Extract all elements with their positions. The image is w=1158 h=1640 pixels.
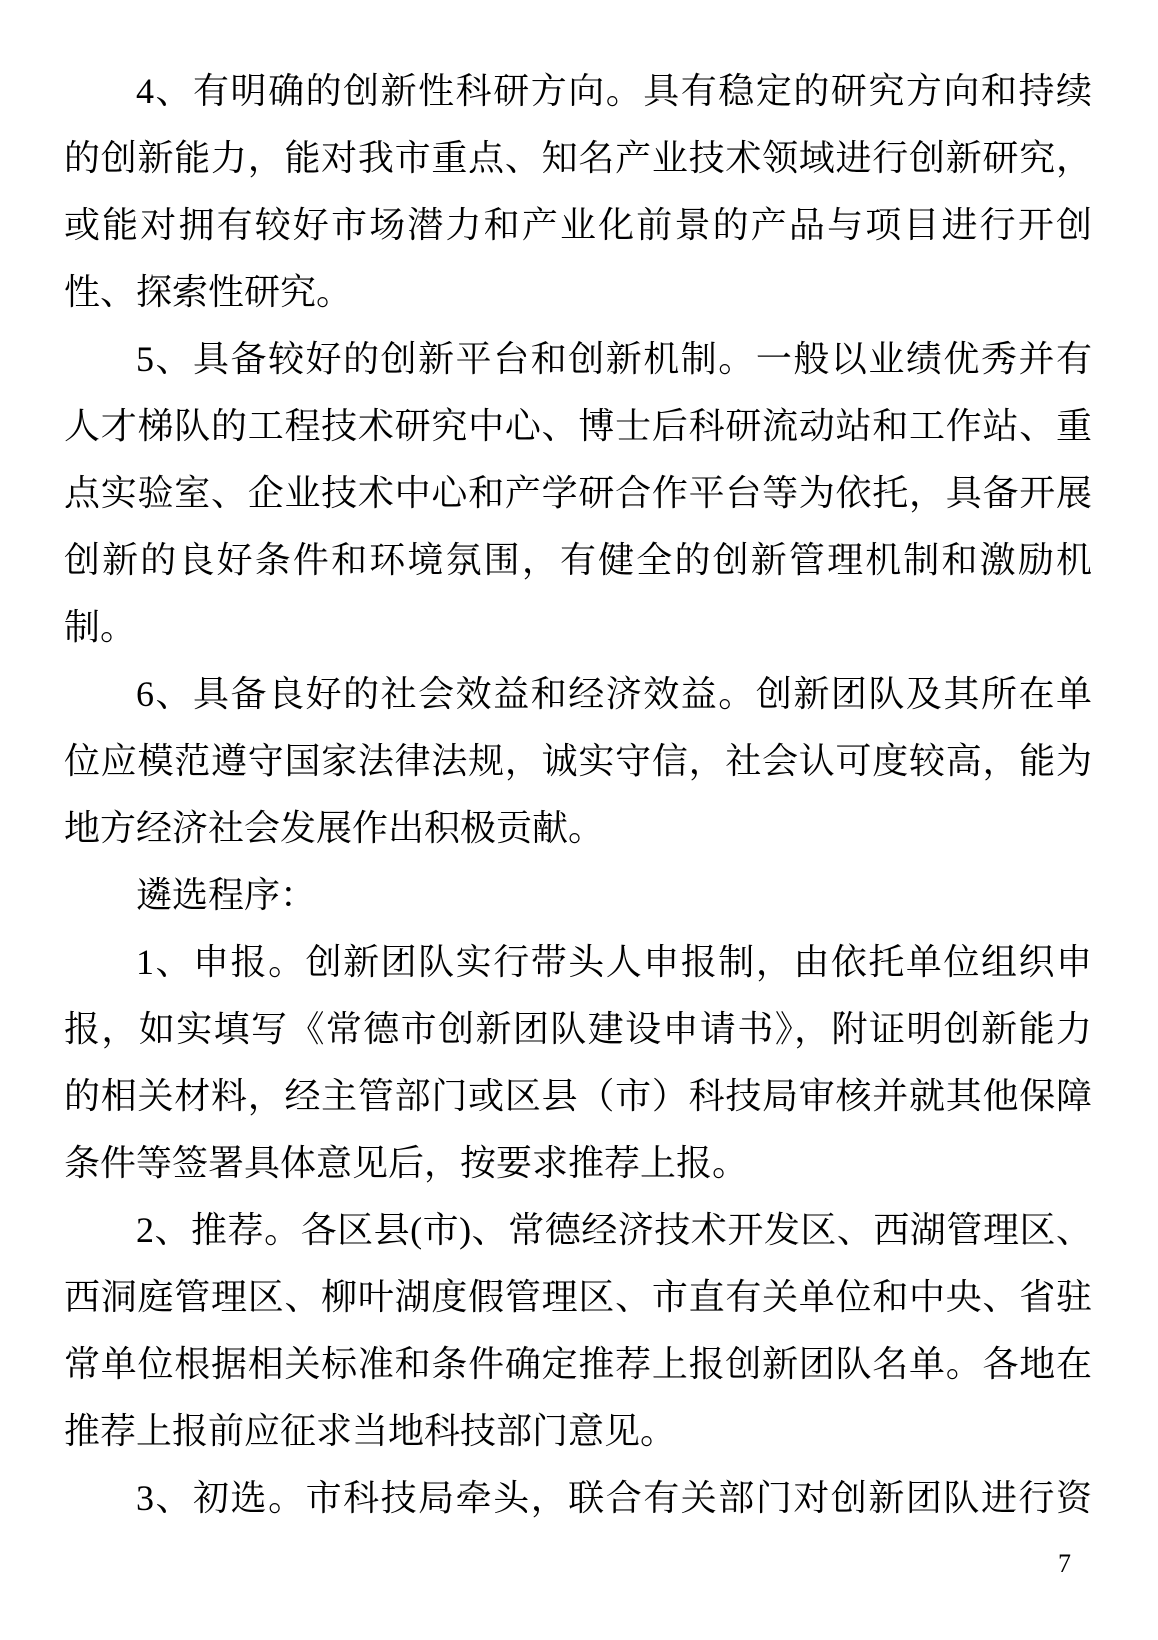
text-line: 5、具备较好的创新平台和创新机制。一般以业绩优秀并有 — [136, 339, 1092, 379]
text-line: 常单位根据相关标准和条件确定推荐上报创新团队名单。各地在 — [64, 1344, 1092, 1384]
paragraph — [64, 58, 1092, 326]
text-line: 创新的良好条件和环境氛围，有健全的创新管理机制和激励机 — [64, 540, 1092, 580]
paragraph-heading — [64, 862, 1092, 929]
text-line: 人才梯队的工程技术研究中心、博士后科研流动站和工作站、重 — [64, 406, 1092, 446]
text-line: 报，如实填写《常德市创新团队建设申请书》，附证明创新能力 — [64, 1009, 1092, 1049]
text-line: 的创新能力，能对我市重点、知名产业技术领域进行创新研究， — [64, 138, 1092, 178]
text-line: 2、推荐。各区县(市)、常德经济技术开发区、西湖管理区、 — [136, 1210, 1092, 1250]
text-line: 地方经济社会发展作出积极贡献。 — [64, 808, 605, 848]
text-line: 条件等签署具体意见后，按要求推荐上报。 — [64, 1143, 749, 1183]
text-line: 1、申报。创新团队实行带头人申报制，由依托单位组织申 — [136, 942, 1092, 982]
text-line: 推荐上报前应征求当地科技部门意见。 — [64, 1411, 677, 1451]
text-line: 4、有明确的创新性科研方向。具有稳定的研究方向和持续 — [136, 71, 1092, 111]
text-line: 或能对拥有较好市场潜力和产业化前景的产品与项目进行开创 — [64, 205, 1092, 245]
text-line: 性、探索性研究。 — [64, 272, 353, 312]
text-line: 的相关材料，经主管部门或区县（市）科技局审核并就其他保障 — [64, 1076, 1092, 1116]
text-line: 西洞庭管理区、柳叶湖度假管理区、市直有关单位和中央、省驻 — [64, 1277, 1092, 1317]
page-number: 7 — [1058, 1549, 1071, 1578]
text-line: 制。 — [64, 607, 137, 647]
document-body — [64, 58, 1092, 1532]
text-line: 点实验室、企业技术中心和产学研合作平台等为依托，具备开展 — [64, 473, 1092, 513]
text-line: 3、初选。市科技局牵头，联合有关部门对创新团队进行资 — [136, 1478, 1092, 1518]
text-line: 位应模范遵守国家法律法规，诚实守信，社会认可度较高，能为 — [64, 741, 1092, 781]
paragraph — [64, 326, 1092, 661]
paragraph — [64, 661, 1092, 862]
text-line: 6、具备良好的社会效益和经济效益。创新团队及其所在单 — [136, 674, 1092, 714]
paragraph — [64, 929, 1092, 1197]
text-line: 遴选程序： — [136, 875, 317, 915]
paragraph — [64, 1465, 1092, 1532]
paragraph — [64, 1197, 1092, 1465]
